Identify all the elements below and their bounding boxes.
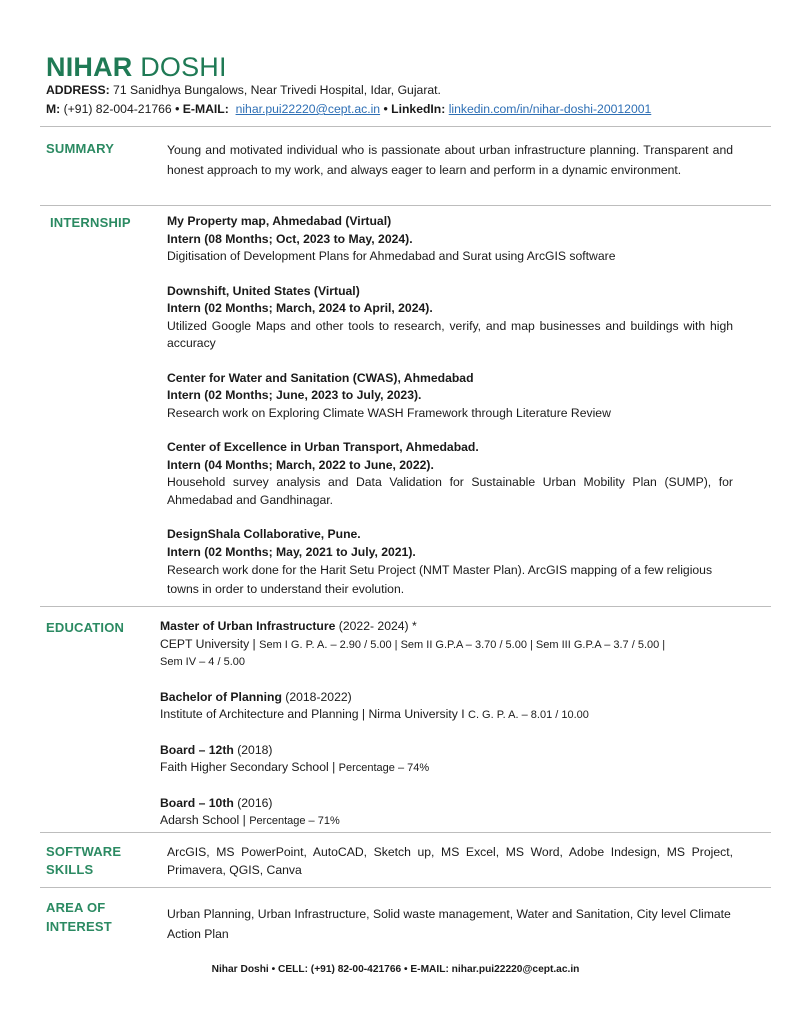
address-label: ADDRESS: xyxy=(46,83,110,97)
internship-role: Intern (02 Months; March, 2024 to April, 2024). xyxy=(167,301,433,315)
internship-desc: Utilized Google Maps and other tools to research, verify, and map businesses and buildings with high accuracy xyxy=(167,318,733,350)
candidate-name xyxy=(46,52,227,82)
internship-org: Center for Water and Sanitation (CWAS), Ahmedabad xyxy=(167,370,474,385)
institution: Institute of Architecture and Planning | Nirma University I xyxy=(160,707,465,721)
education-entry xyxy=(160,618,730,672)
internship-entry xyxy=(167,213,733,266)
section-label-summary: SUMMARY xyxy=(46,141,115,156)
address-value: 71 Sanidhya Bungalows, Near Trivedi Hospital, Idar, Gujarat. xyxy=(113,83,441,97)
institution: CEPT University | xyxy=(160,636,256,651)
institution: Faith Higher Secondary School | xyxy=(160,760,336,774)
internship-desc: Household survey analysis and Data Validation for Sustainable Urban Mobility Plan (SUMP), for Ahmedabad and Gandhinagar. xyxy=(167,475,733,507)
degree-years: (2018-2022) xyxy=(285,689,352,704)
internship-desc: Research work on Exploring Climate WASH Framework through Literature Review xyxy=(167,405,611,420)
phone-value: (+91) 82-004-21766 xyxy=(63,102,172,116)
internship-entry xyxy=(167,370,733,423)
linkedin-link[interactable]: linkedin.com/in/nihar-doshi-20012001 xyxy=(448,102,652,116)
degree-name: Bachelor of Planning xyxy=(160,689,282,704)
contact-line xyxy=(46,101,651,117)
grade-details: Sem I G. P. A. – 2.90 / 5.00 | Sem II G.P.A – 3.70 / 5.00 | Sem III G.P.A – 3.7 / 5.00 | xyxy=(259,638,666,651)
degree-years: (2016) xyxy=(237,795,273,810)
section-label-internship: INTERNSHIP xyxy=(50,215,131,230)
summary-text: Young and motivated individual who is passionate about urban infrastructure planning. Transparent and honest approach to my work, and always eager to learn and perform in a dynamic environment. xyxy=(167,143,733,177)
linkedin-label: LinkedIn: xyxy=(391,102,446,116)
email-link[interactable]: nihar.pui22220@cept.ac.in xyxy=(235,102,381,116)
education-entry xyxy=(160,689,730,725)
divider xyxy=(40,887,771,888)
internship-entry xyxy=(167,526,733,599)
label-line: AREA OF xyxy=(46,900,106,915)
internship-role: Intern (04 Months; March, 2022 to June, 2022). xyxy=(167,457,434,472)
internship-entry xyxy=(167,439,733,509)
education-details xyxy=(160,759,730,778)
separator: • xyxy=(175,102,180,116)
education-title xyxy=(160,618,730,636)
education-details xyxy=(160,812,730,831)
label-line: SOFTWARE xyxy=(46,844,122,859)
internship-org: Center of Excellence in Urban Transport, Ahmedabad. xyxy=(167,440,479,454)
grade-details: Percentage – 71% xyxy=(249,815,340,827)
internship-desc: Research work done for the Harit Setu Project (NMT Master Plan). ArcGIS mapping of a few religious towns in order to understand their evolution. xyxy=(167,563,713,596)
divider xyxy=(40,606,771,607)
education-entry xyxy=(160,742,730,778)
divider xyxy=(40,832,771,833)
education-details xyxy=(160,636,730,655)
education-title xyxy=(160,742,730,760)
internship-entry xyxy=(167,283,733,353)
education-title xyxy=(160,689,730,707)
first-name: NIHAR xyxy=(46,52,133,82)
section-label-interest xyxy=(46,898,112,936)
section-label-education: EDUCATION xyxy=(46,620,125,635)
label-line: INTEREST xyxy=(46,919,112,934)
internship-desc: Digitisation of Development Plans for Ahmedabad and Surat using ArcGIS software xyxy=(167,249,616,263)
education-details xyxy=(160,706,730,725)
page-footer: Nihar Doshi • CELL: (+91) 82-00-421766 • E-MAIL: nihar.pui22220@cept.ac.in xyxy=(211,964,580,975)
education-list xyxy=(160,618,730,831)
divider xyxy=(40,126,771,127)
email-label: E-MAIL: xyxy=(182,102,229,116)
address-line xyxy=(46,82,441,98)
interest-text: Urban Planning, Urban Infrastructure, Solid waste management, Water and Sanitation, City level Climate Action Plan xyxy=(167,907,731,941)
software-skills-text: ArcGIS, MS PowerPoint, AutoCAD, Sketch up, MS Excel, MS Word, Adobe Indesign, MS Project, Primavera, QGIS, Canva xyxy=(167,845,733,877)
internship-org: My Property map, Ahmedabad (Virtual) xyxy=(167,214,392,228)
grade-details: Percentage – 74% xyxy=(338,762,430,774)
internship-role: Intern (02 Months; June, 2023 to July, 2023). xyxy=(167,388,422,402)
degree-years: (2022- 2024) * xyxy=(338,619,417,633)
separator: • xyxy=(383,102,388,116)
grade-details-continued: Sem IV – 4 / 5.00 xyxy=(160,656,245,668)
internship-org: Downshift, United States (Virtual) xyxy=(167,283,360,298)
degree-name: Board – 10th xyxy=(160,795,234,810)
education-entry xyxy=(160,795,730,831)
institution: Adarsh School | xyxy=(160,813,246,827)
internship-org: DesignShala Collaborative, Pune. xyxy=(167,527,361,541)
internship-role: Intern (08 Months; Oct, 2023 to May, 2024). xyxy=(167,231,413,246)
internship-list xyxy=(167,213,733,599)
last-name: DOSHI xyxy=(140,52,227,82)
label-line: SKILLS xyxy=(46,862,94,877)
degree-years: (2018) xyxy=(237,742,273,757)
internship-role: Intern (02 Months; May, 2021 to July, 2021). xyxy=(167,544,416,559)
section-label-software xyxy=(46,843,121,879)
degree-name: Master of Urban Infrastructure xyxy=(160,619,336,633)
divider xyxy=(40,205,771,206)
phone-label: M: xyxy=(46,102,61,116)
grade-details: C. G. P. A. – 8.01 / 10.00 xyxy=(468,709,589,721)
degree-name: Board – 12th xyxy=(160,742,234,757)
education-title xyxy=(160,795,730,813)
